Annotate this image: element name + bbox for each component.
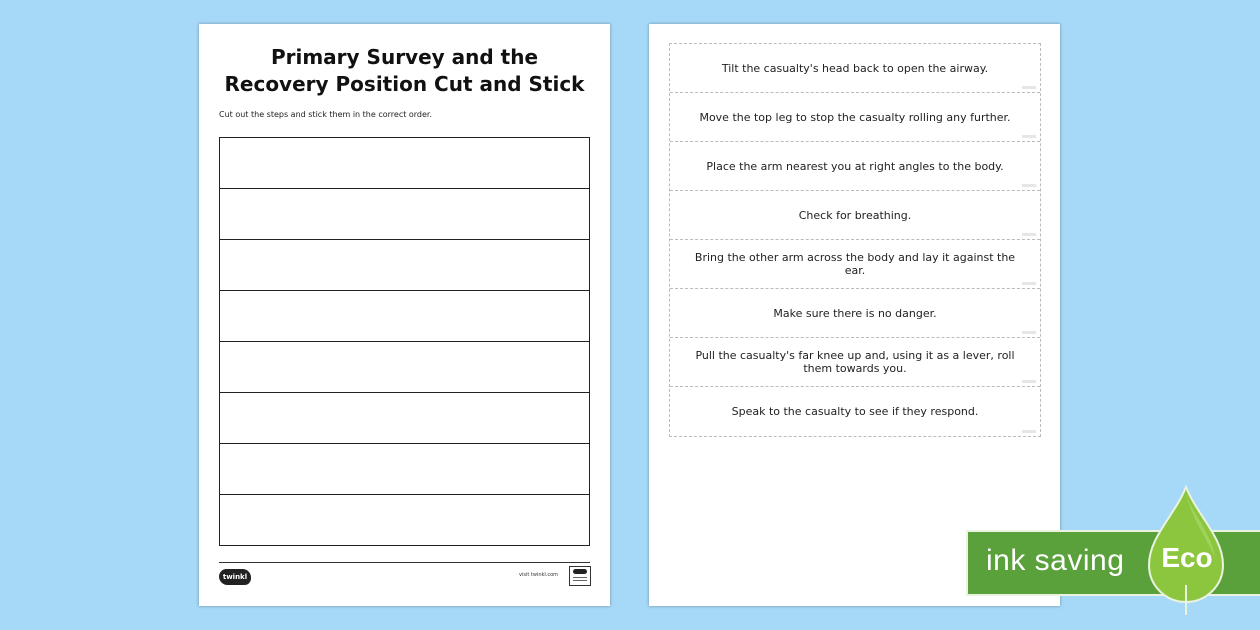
stamp-icon [569,566,591,586]
stick-box [220,393,589,444]
step-card-text: Speak to the casualty to see if they respond. [731,405,979,418]
stick-box [220,240,589,291]
worksheet-page [199,24,610,606]
cards-page [649,24,1060,606]
card-watermark [1022,331,1036,334]
stick-box [220,495,589,545]
step-card-text: Move the top leg to stop the casualty rolling any further. [699,110,1011,124]
stick-grid [219,137,590,546]
step-card-text: Place the arm nearest you at right angles to the body. [706,159,1004,173]
card-list [669,43,1041,437]
step-card-text: Check for breathing. [798,208,912,222]
card-watermark [1022,233,1036,236]
ink-saving-text: ink saving [986,544,1125,577]
step-card-text: Make sure there is no danger. [773,306,937,320]
footer-divider [219,562,590,563]
stick-box [220,291,589,342]
stick-box [220,138,589,189]
stick-box [220,189,589,240]
step-card [670,191,1040,240]
step-card [670,338,1040,387]
twinkl-logo-icon: twinkl [219,569,251,585]
card-watermark [1022,86,1036,89]
stick-box [220,342,589,393]
step-card [670,142,1040,191]
card-watermark [1022,184,1036,187]
step-card [670,44,1040,93]
eco-label: Eco [1161,542,1213,573]
step-card [670,289,1040,338]
step-card-text: Pull the casualty's far knee up and, using it as a lever, roll them towards you. [695,349,1015,375]
step-card [670,240,1040,289]
step-card-text: Tilt the casualty's head back to open the airway. [721,61,989,75]
card-watermark [1022,380,1036,383]
worksheet-title: Primary Survey and the Recovery Position Cut and Stick [224,45,585,96]
card-watermark [1022,282,1036,285]
step-card-text: Bring the other arm across the body and lay it against the ear. [694,251,1016,277]
worksheet-instruction: Cut out the steps and stick them in the correct order. [219,110,433,119]
visit-text: visit twinkl.com [519,572,559,578]
step-card [670,93,1040,142]
card-watermark [1022,135,1036,138]
step-card [670,387,1040,436]
stick-box [220,444,589,495]
card-watermark [1022,430,1036,433]
